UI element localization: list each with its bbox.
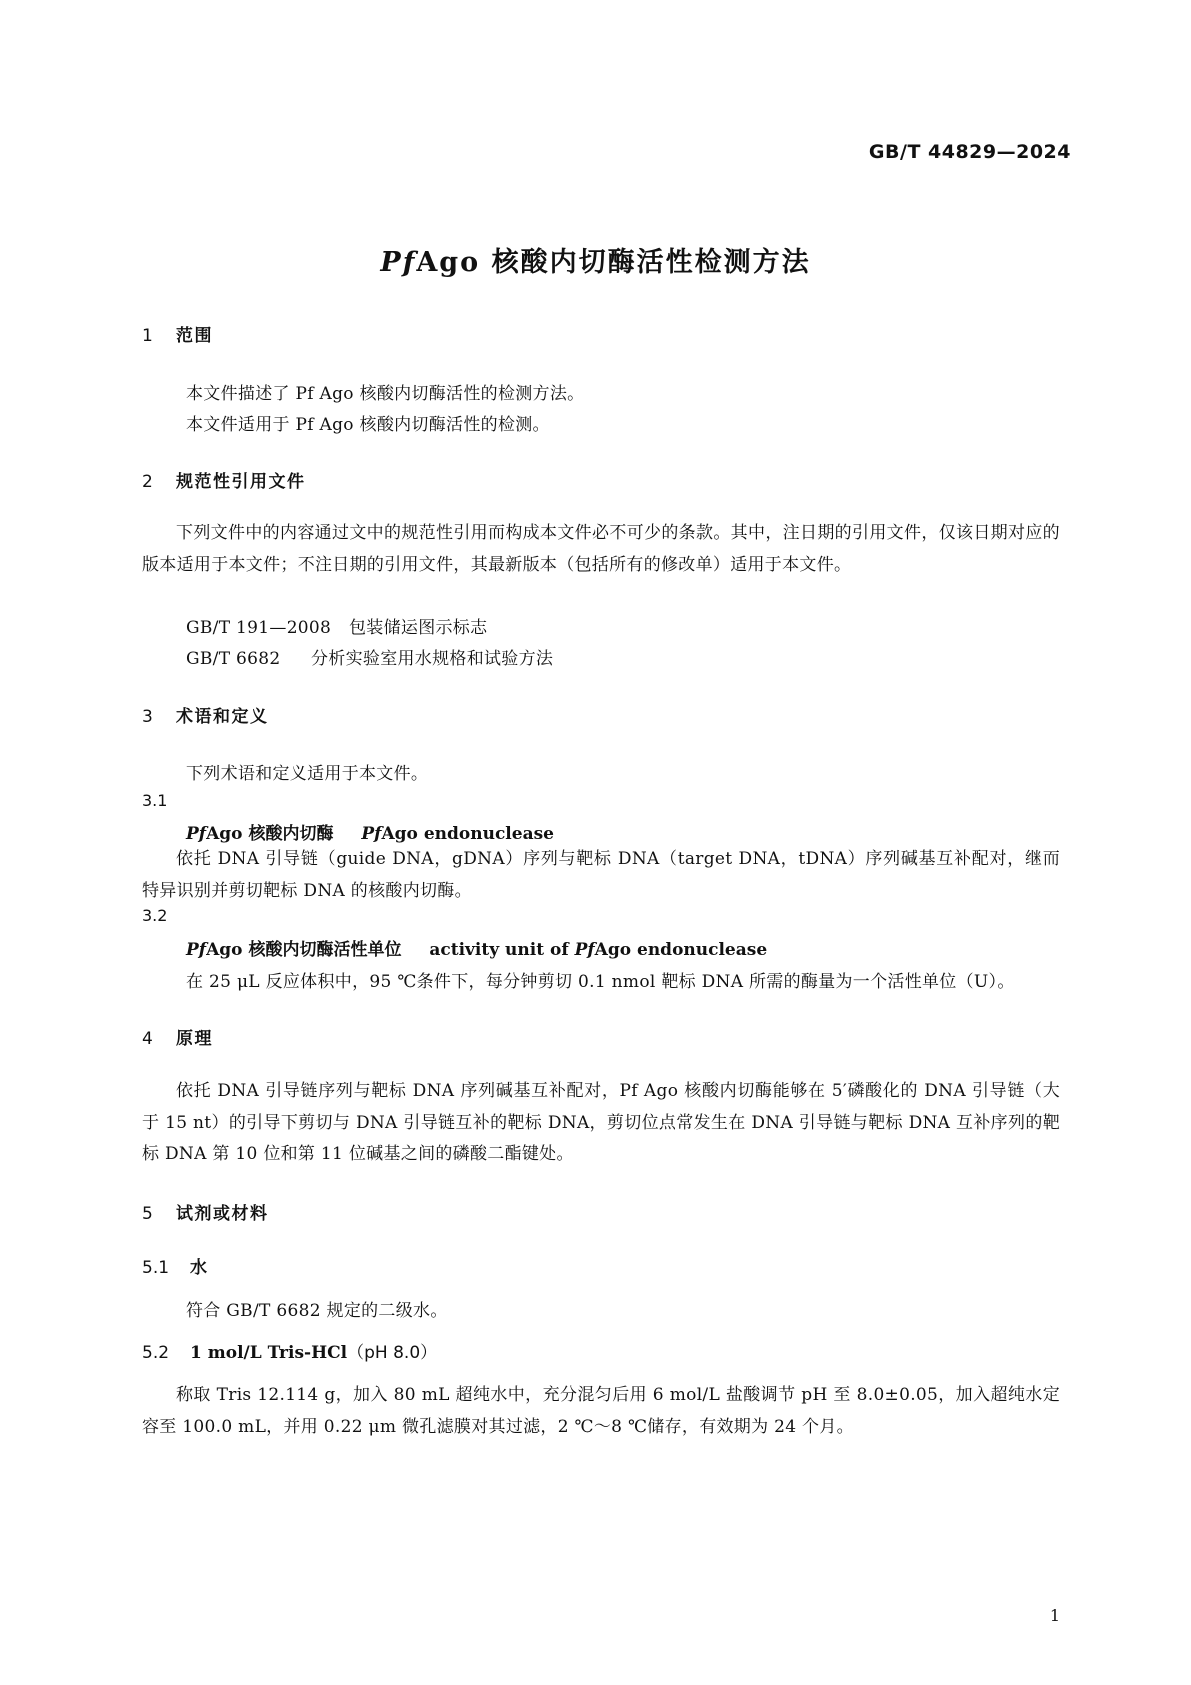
term-heading	[186, 935, 767, 960]
section-title: 原理	[176, 1029, 213, 1049]
title-main: 核酸内切酶活性检测方法	[491, 247, 811, 278]
term-number: 3.1	[142, 791, 168, 810]
subsection-5-2-paragraph: 称取 Tris 12.114 g，加入 80 mL 超纯水中，充分混匀后用 6 mol/L 盐酸调节 pH 至 8.0±0.05，加入超纯水定容至 100.0 mL，并用 0.22 μm 微孔滤膜对其过滤，2 ℃～8 ℃储存，有效期为 24 个月。	[142, 1385, 1060, 1437]
subsection-title: 水	[190, 1258, 207, 1278]
page-number: 1	[1049, 1606, 1060, 1625]
term-chinese: 核酸内切酶	[248, 824, 334, 844]
subsection-title	[190, 1343, 437, 1363]
subsection-5-2-heading	[142, 1338, 437, 1363]
term-english-text: Ago endonuclease	[381, 824, 554, 844]
subsection-5-1-paragraph: 符合 GB/T 6682 规定的二级水。	[186, 1301, 448, 1321]
term-definition: 依托 DNA 引导链（guide DNA，gDNA）序列与靶标 DNA（target DNA，tDNA）序列碱基互补配对，继而特异识别并剪切靶标 DNA 的核酸内切酶。	[142, 849, 1060, 901]
reference-code: GB/T 6682	[186, 649, 281, 669]
term-roman: Ago	[206, 940, 243, 960]
standard-number: GB/T 44829—2024	[868, 141, 1071, 163]
subsection-5-1-heading	[142, 1253, 207, 1278]
term-roman: Ago	[206, 824, 243, 844]
section-3-heading	[142, 702, 269, 727]
reference-title: 分析实验室用水规格和试验方法	[311, 649, 554, 669]
section-number: 1	[142, 326, 153, 346]
term-italic: Pf	[186, 940, 207, 960]
section-1-paragraph-1: 本文件描述了 Pf Ago 核酸内切酶活性的检测方法。	[186, 384, 585, 404]
section-4-heading	[142, 1024, 213, 1049]
term-heading	[186, 819, 554, 844]
title-prefix-italic: Pf	[380, 247, 417, 278]
section-4-paragraph: 依托 DNA 引导链序列与靶标 DNA 序列碱基互补配对，Pf Ago 核酸内切酶能够在 5′磷酸化的 DNA 引导链（大于 15 nt）的引导下剪切与 DNA 引导链互补的靶标 DNA，剪切位点常发生在 DNA 引导链与靶标 DNA 互补序列的靶标 DNA 第 10 位和第 11 位碱基之间的磷酸二酯键处。	[142, 1081, 1060, 1164]
reference-code: GB/T 191—2008	[186, 618, 332, 638]
section-number: 2	[142, 472, 153, 492]
term-chinese: 核酸内切酶活性单位	[248, 940, 402, 960]
reference-item	[186, 644, 553, 669]
section-title: 范围	[176, 326, 213, 346]
term-italic: Pf	[186, 824, 207, 844]
section-number: 3	[142, 707, 153, 727]
document-title	[0, 240, 1191, 279]
section-5-heading	[142, 1199, 269, 1224]
section-title: 规范性引用文件	[176, 472, 306, 492]
term-english	[361, 824, 554, 844]
section-number: 4	[142, 1029, 153, 1049]
section-title: 试剂或材料	[176, 1204, 269, 1224]
subsection-title-bold: 1 mol/L Tris-HCl	[190, 1343, 348, 1363]
term-english-text: Ago endonuclease	[594, 940, 768, 960]
subsection-number: 5.1	[142, 1258, 170, 1278]
section-2-paragraph: 下列文件中的内容通过文中的规范性引用而构成本文件必不可少的条款。其中，注日期的引用文件，仅该日期对应的版本适用于本文件；不注日期的引用文件，其最新版本（包括所有的修改单）适用于本文件。	[142, 523, 1060, 575]
section-2-heading	[142, 467, 306, 492]
reference-item	[186, 613, 487, 638]
subsection-number: 5.2	[142, 1343, 170, 1363]
subsection-title-rest: （pH 8.0）	[347, 1343, 438, 1363]
section-3-paragraph: 下列术语和定义适用于本文件。	[186, 764, 429, 784]
term-english-prefix: activity unit of	[429, 940, 569, 960]
section-number: 5	[142, 1204, 153, 1224]
term-english	[429, 940, 767, 960]
term-english-italic: Pf	[574, 940, 595, 960]
section-1-paragraph-2: 本文件适用于 Pf Ago 核酸内切酶活性的检测。	[186, 415, 550, 435]
term-number: 3.2	[142, 906, 168, 925]
reference-title: 包装储运图示标志	[349, 618, 488, 638]
section-1-heading	[142, 321, 213, 346]
section-title: 术语和定义	[176, 707, 269, 727]
term-english-italic: Pf	[361, 824, 382, 844]
term-definition: 在 25 μL 反应体积中，95 ℃条件下，每分钟剪切 0.1 nmol 靶标 DNA 所需的酶量为一个活性单位（U）。	[186, 972, 1015, 992]
title-prefix-roman: Ago	[416, 247, 481, 278]
